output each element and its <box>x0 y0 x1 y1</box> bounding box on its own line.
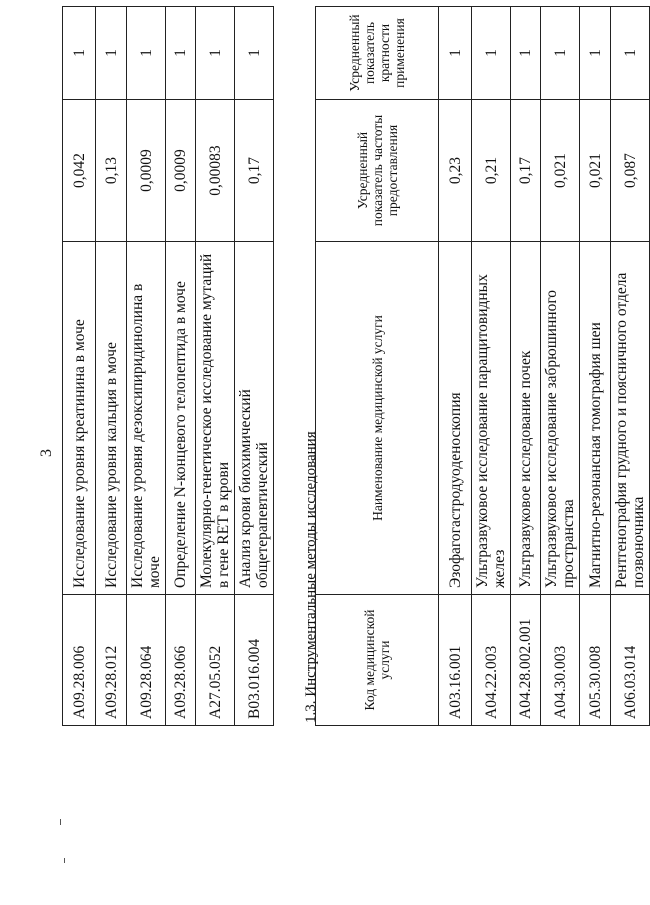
frequency-cell: 0,13 <box>96 100 127 242</box>
multiplicity-cell: 1 <box>611 7 650 100</box>
table-row <box>235 7 274 726</box>
table-row <box>196 7 235 726</box>
service-code-cell: B03.016.004 <box>235 595 274 726</box>
scan-mark <box>64 858 65 863</box>
frequency-cell: 0,021 <box>541 100 580 242</box>
multiplicity-cell: 1 <box>63 7 96 100</box>
service-code-cell: A09.28.066 <box>166 595 196 726</box>
service-name-cell: Магнитно-резонансная томография шеи <box>580 242 611 595</box>
multiplicity-cell: 1 <box>439 7 472 100</box>
multiplicity-cell: 1 <box>127 7 166 100</box>
table-row <box>96 7 127 726</box>
header-frequency: Усредненный показатель частоты предоставления <box>316 100 439 242</box>
frequency-cell: 0,17 <box>511 100 541 242</box>
frequency-cell: 0,021 <box>580 100 611 242</box>
frequency-cell: 0,23 <box>439 100 472 242</box>
frequency-cell: 0,21 <box>472 100 511 242</box>
multiplicity-cell: 1 <box>196 7 235 100</box>
table-row <box>511 7 541 726</box>
page-number: 3 <box>38 449 55 457</box>
table-row <box>541 7 580 726</box>
multiplicity-cell: 1 <box>511 7 541 100</box>
service-name-cell: Молекулярно-генетическое исследование мутаций в гене RET в крови <box>196 242 235 595</box>
service-code-cell: A06.03.014 <box>611 595 650 726</box>
frequency-cell: 0,00083 <box>196 100 235 242</box>
service-name-cell: Ультразвуковое исследование забрюшинного пространства <box>541 242 580 595</box>
service-code-cell: A03.16.001 <box>439 595 472 726</box>
service-name-cell: Исследование уровня кальция в моче <box>96 242 127 595</box>
instrumental-methods-table <box>315 6 650 726</box>
service-name-cell: Ультразвуковое исследование паращитовидных желез <box>472 242 511 595</box>
frequency-cell: 0,087 <box>611 100 650 242</box>
multiplicity-cell: 1 <box>96 7 127 100</box>
table-row <box>63 7 96 726</box>
service-code-cell: A09.28.064 <box>127 595 166 726</box>
service-code-cell: A09.28.012 <box>96 595 127 726</box>
frequency-cell: 0,17 <box>235 100 274 242</box>
table-row <box>611 7 650 726</box>
service-code-cell: A09.28.006 <box>63 595 96 726</box>
table-row <box>439 7 472 726</box>
service-name-cell: Анализ крови биохимический общетерапевтический <box>235 242 274 595</box>
service-code-cell: A04.22.003 <box>472 595 511 726</box>
table-row <box>166 7 196 726</box>
service-name-cell: Определение N-концевого телопептида в моче <box>166 242 196 595</box>
service-code-cell: A05.30.008 <box>580 595 611 726</box>
table-row <box>472 7 511 726</box>
service-code-cell: A04.30.003 <box>541 595 580 726</box>
service-code-cell: A04.28.002.001 <box>511 595 541 726</box>
service-name-cell: Рентгенография грудного и поясничного отдела позвоночника <box>611 242 650 595</box>
header-multiplicity: Усредненный показатель кратности применения <box>316 7 439 100</box>
header-code: Код медицинской услуги <box>316 595 439 726</box>
multiplicity-cell: 1 <box>541 7 580 100</box>
lab-tests-table <box>62 6 274 726</box>
multiplicity-cell: 1 <box>580 7 611 100</box>
service-name-cell: Эзофагогастродуоденоскопия <box>439 242 472 595</box>
frequency-cell: 0,0009 <box>127 100 166 242</box>
frequency-cell: 0,0009 <box>166 100 196 242</box>
service-name-cell: Исследование уровня дезоксипиридинолина в моче <box>127 242 166 595</box>
table-row <box>580 7 611 726</box>
scan-mark <box>60 819 61 825</box>
service-code-cell: A27.05.052 <box>196 595 235 726</box>
frequency-cell: 0,042 <box>63 100 96 242</box>
multiplicity-cell: 1 <box>472 7 511 100</box>
multiplicity-cell: 1 <box>166 7 196 100</box>
header-name: Наименование медицинской услуги <box>316 242 439 595</box>
multiplicity-cell: 1 <box>235 7 274 100</box>
section-title: 1.3. Инструментальные методы исследования <box>303 431 319 723</box>
service-name-cell: Исследование уровня креатинина в моче <box>63 242 96 595</box>
table-row <box>127 7 166 726</box>
service-name-cell: Ультразвуковое исследование почек <box>511 242 541 595</box>
